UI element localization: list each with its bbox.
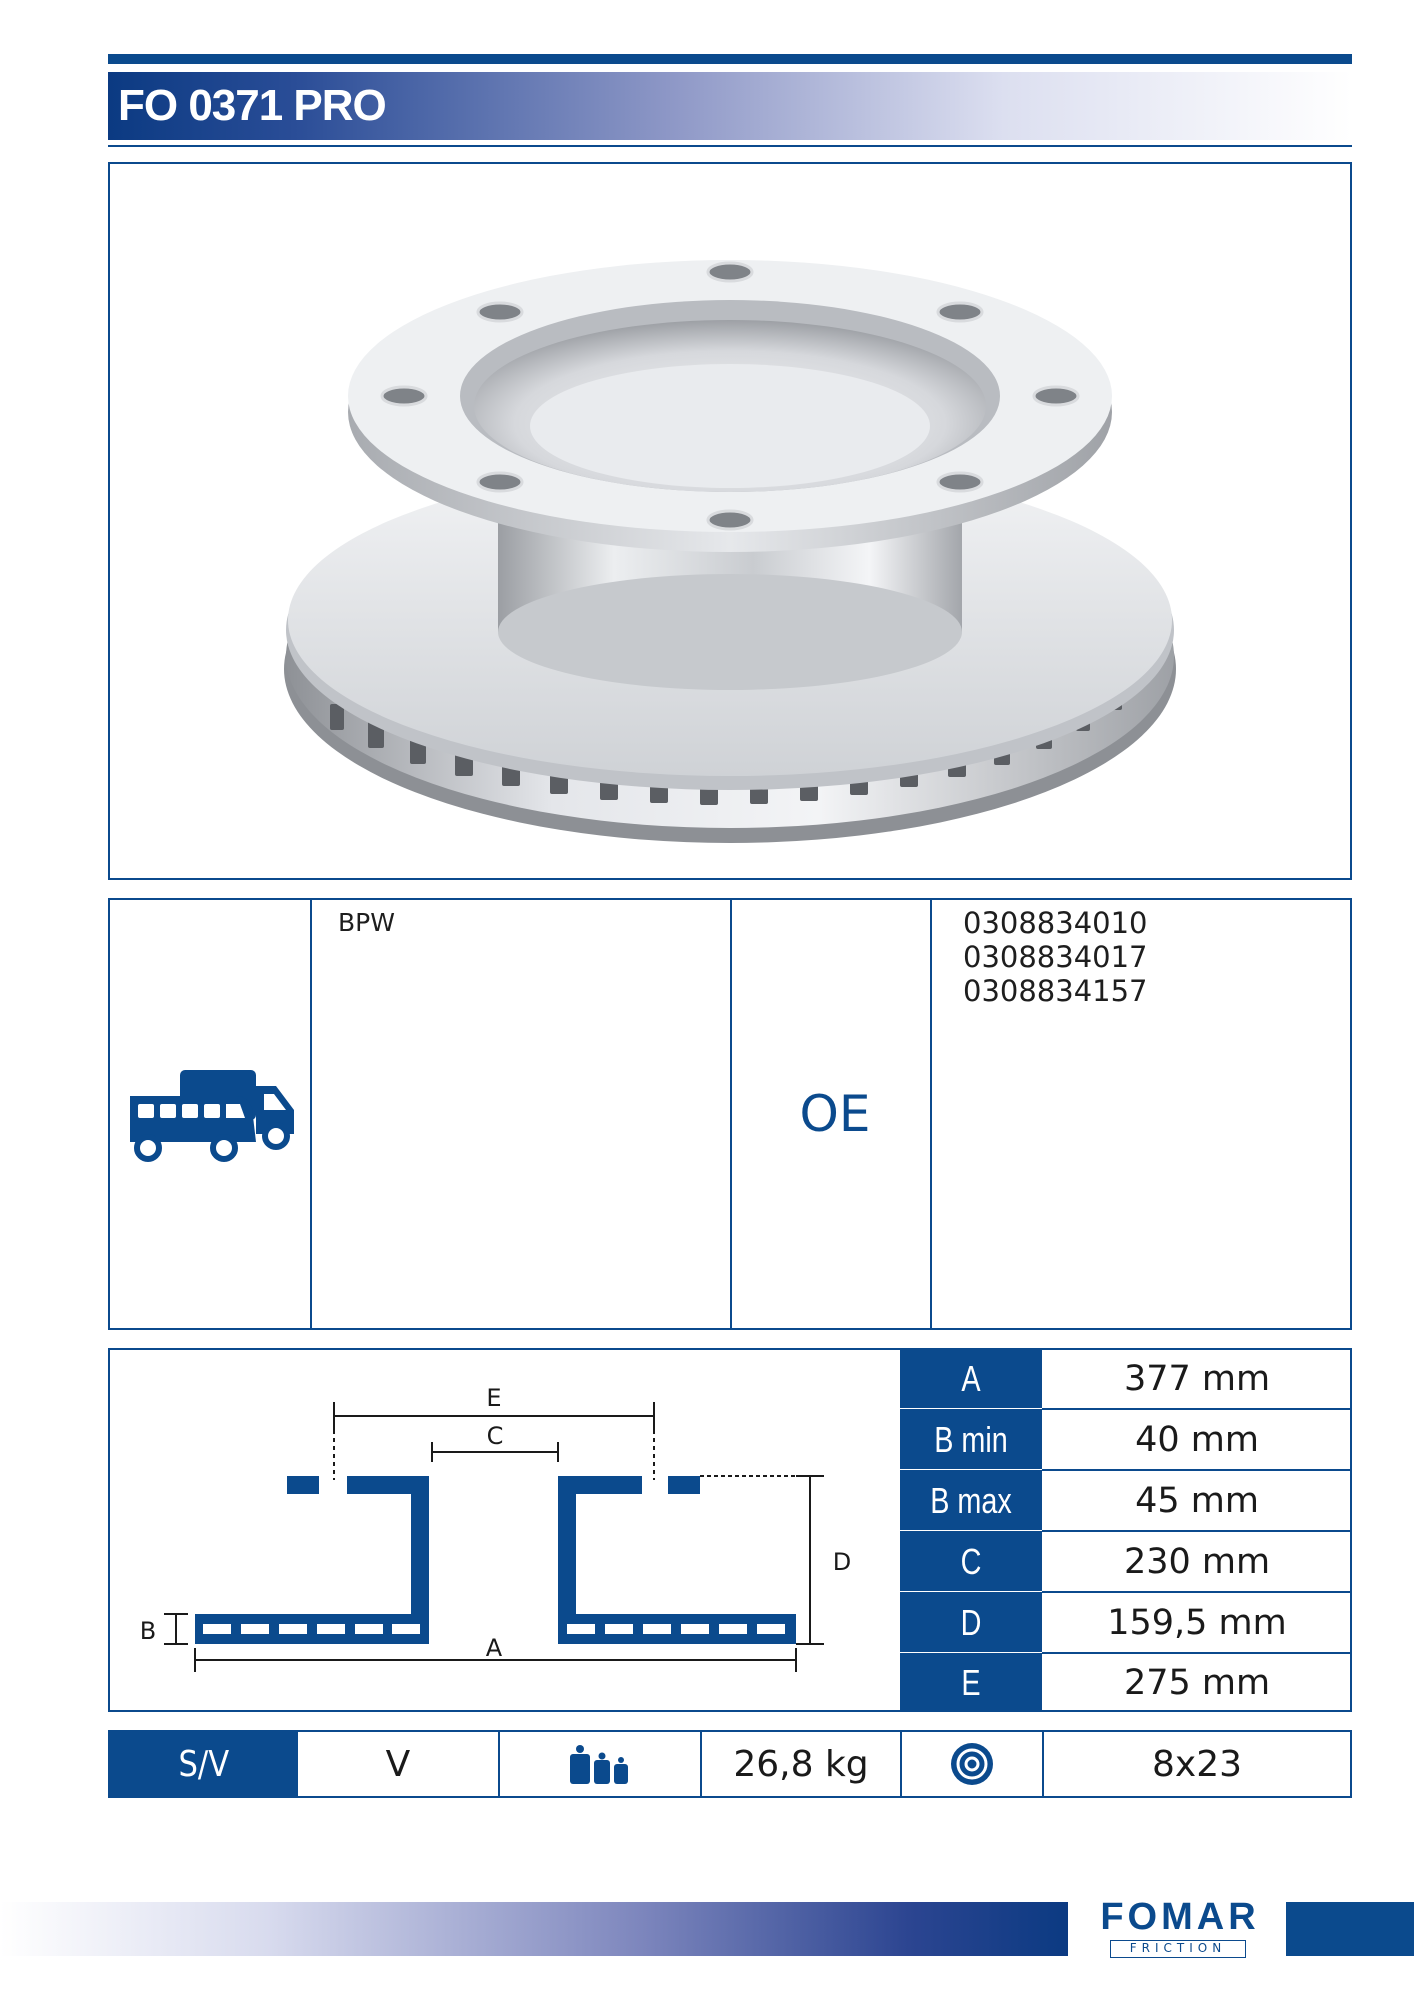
spec-key: E [961, 1661, 981, 1703]
dim-label-a: A [485, 1634, 503, 1662]
fomar-logo: FOMAR [1100, 1896, 1260, 1938]
spec-key: B max [930, 1479, 1012, 1521]
spec-row-e [900, 1653, 1352, 1712]
bolt-pattern-icon [949, 1741, 995, 1787]
dim-label-e: E [486, 1384, 502, 1412]
oe-references-panel [108, 898, 1352, 1330]
spec-value: 40 mm [1135, 1419, 1259, 1460]
vehicle-brand: BPW [338, 908, 395, 937]
spec-row-d [900, 1592, 1352, 1653]
oe-number: 0308834157 [963, 974, 1148, 1008]
spec-key: C [960, 1540, 982, 1582]
spec-key: A [961, 1357, 981, 1399]
summary-strip [108, 1730, 1352, 1798]
spec-value: 159,5 mm [1107, 1602, 1287, 1643]
footer-gradient-band [0, 1902, 1068, 1956]
header-top-rule [108, 54, 1352, 64]
oe-numbers-list [963, 906, 1148, 1008]
title-underline [108, 145, 1352, 147]
oe-number: 0308834010 [963, 906, 1148, 940]
vehicle-truck-bus-icon [128, 1068, 296, 1168]
type-value: V [385, 1743, 411, 1785]
brake-disc-image [110, 164, 1350, 878]
oe-label: OE [799, 1085, 871, 1143]
type-label: S/V [178, 1743, 230, 1785]
product-image-frame [108, 162, 1352, 880]
oe-number: 0308834017 [963, 940, 1148, 974]
bolt-pattern-value: 8x23 [1151, 1743, 1243, 1785]
spec-row-b-min [900, 1409, 1352, 1470]
spec-table [900, 1348, 1352, 1712]
disc-cross-section-diagram [110, 1350, 900, 1710]
spec-row-b-max [900, 1470, 1352, 1531]
spec-value: 275 mm [1123, 1662, 1271, 1703]
weight-icon [568, 1744, 632, 1784]
spec-value: 230 mm [1123, 1541, 1271, 1582]
fomar-logo-subtitle: FRICTION [1110, 1940, 1246, 1958]
spec-value: 45 mm [1135, 1480, 1259, 1521]
weight-value: 26,8 kg [733, 1743, 869, 1785]
spec-row-c [900, 1531, 1352, 1592]
spec-value: 377 mm [1123, 1358, 1271, 1399]
spec-key: B min [934, 1418, 1008, 1460]
dim-label-b: B [139, 1617, 157, 1645]
spec-key: D [960, 1601, 982, 1643]
dim-label-c: C [486, 1422, 504, 1450]
product-title: FO 0371 PRO [118, 81, 386, 130]
spec-row-a [900, 1348, 1352, 1409]
dim-label-d: D [832, 1548, 852, 1576]
footer-blue-block [1286, 1902, 1414, 1956]
